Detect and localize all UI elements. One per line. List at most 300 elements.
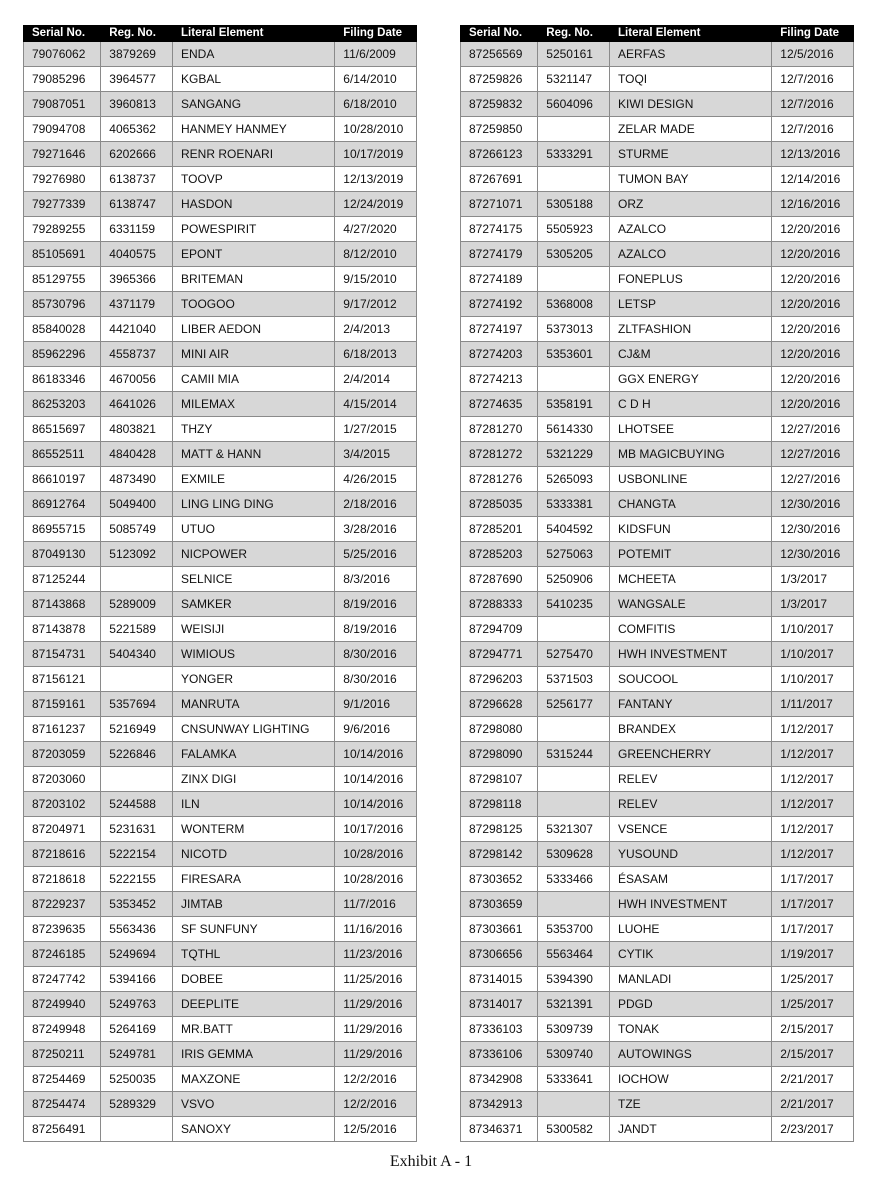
table-row [461, 317, 854, 342]
table-row [24, 117, 417, 142]
filing-date-cell: 12/2/2016 [335, 1092, 417, 1117]
table-row [461, 1017, 854, 1042]
filing-date-cell: 8/30/2016 [335, 642, 417, 667]
table-row [24, 92, 417, 117]
table-row [24, 717, 417, 742]
serial-cell: 87274192 [461, 292, 538, 317]
filing-date-cell: 12/20/2016 [772, 217, 854, 242]
table-row [461, 417, 854, 442]
table-row [24, 492, 417, 517]
table-row [461, 442, 854, 467]
filing-date-cell: 2/18/2016 [335, 492, 417, 517]
reg-number-cell: 5309740 [538, 1042, 610, 1067]
literal-element-cell: DOBEE [173, 967, 335, 992]
filing-date-cell: 1/3/2017 [772, 592, 854, 617]
table-row [24, 367, 417, 392]
literal-element-cell: ILN [173, 792, 335, 817]
reg-number-cell: 5123092 [101, 542, 173, 567]
serial-cell: 87298080 [461, 717, 538, 742]
filing-date-cell: 1/25/2017 [772, 967, 854, 992]
table-row [461, 1067, 854, 1092]
filing-date-cell: 12/20/2016 [772, 267, 854, 292]
table-row [24, 617, 417, 642]
serial-cell: 87154731 [24, 642, 101, 667]
literal-element-cell: POTEMIT [610, 542, 772, 567]
filing-date-cell: 4/26/2015 [335, 467, 417, 492]
serial-cell: 87274213 [461, 367, 538, 392]
literal-element-cell: THZY [173, 417, 335, 442]
serial-cell: 87246185 [24, 942, 101, 967]
filing-date-cell: 12/27/2016 [772, 417, 854, 442]
table-row [24, 867, 417, 892]
serial-cell: 79085296 [24, 67, 101, 92]
table-row [24, 1117, 417, 1142]
serial-cell: 87143868 [24, 592, 101, 617]
filing-date-cell: 12/13/2016 [772, 142, 854, 167]
literal-element-cell: IRIS GEMMA [173, 1042, 335, 1067]
serial-cell: 87298090 [461, 742, 538, 767]
table-row [24, 167, 417, 192]
literal-element-cell: MINI AIR [173, 342, 335, 367]
reg-number-cell: 5289009 [101, 592, 173, 617]
literal-element-cell: MR.BATT [173, 1017, 335, 1042]
reg-number-cell: 5249781 [101, 1042, 173, 1067]
serial-cell: 79094708 [24, 117, 101, 142]
filing-date-cell: 11/29/2016 [335, 1017, 417, 1042]
reg-number-cell: 5085749 [101, 517, 173, 542]
reg-number-cell [538, 367, 610, 392]
table-row [24, 892, 417, 917]
literal-element-cell: MANRUTA [173, 692, 335, 717]
serial-cell: 86183346 [24, 367, 101, 392]
filing-date-cell: 8/19/2016 [335, 592, 417, 617]
reg-number-cell: 6138737 [101, 167, 173, 192]
reg-number-cell: 5505923 [538, 217, 610, 242]
literal-element-cell: TOOGOO [173, 292, 335, 317]
table-row [461, 742, 854, 767]
serial-cell: 87287690 [461, 567, 538, 592]
literal-element-cell: KIWI DESIGN [610, 92, 772, 117]
serial-cell: 87274635 [461, 392, 538, 417]
literal-element-cell: BRITEMAN [173, 267, 335, 292]
right-registration-table [460, 25, 854, 1142]
reg-number-cell: 5231631 [101, 817, 173, 842]
reg-number-cell [538, 717, 610, 742]
serial-cell: 87125244 [24, 567, 101, 592]
serial-cell: 87159161 [24, 692, 101, 717]
literal-element-cell: RELEV [610, 792, 772, 817]
filing-date-cell: 2/21/2017 [772, 1067, 854, 1092]
table-row [461, 367, 854, 392]
literal-element-cell: AUTOWINGS [610, 1042, 772, 1067]
table-row [461, 117, 854, 142]
literal-element-cell: TOQI [610, 67, 772, 92]
literal-element-cell: VSVO [173, 1092, 335, 1117]
column-header-reg: Reg. No. [101, 26, 173, 42]
serial-cell: 86912764 [24, 492, 101, 517]
filing-date-cell: 10/17/2019 [335, 142, 417, 167]
literal-element-cell: NICOTD [173, 842, 335, 867]
table-row [24, 792, 417, 817]
reg-number-cell: 4371179 [101, 292, 173, 317]
reg-number-cell: 5305205 [538, 242, 610, 267]
serial-cell: 79277339 [24, 192, 101, 217]
table-row [461, 492, 854, 517]
serial-cell: 85962296 [24, 342, 101, 367]
reg-number-cell: 5049400 [101, 492, 173, 517]
filing-date-cell: 12/30/2016 [772, 542, 854, 567]
reg-number-cell: 5321147 [538, 67, 610, 92]
table-row [24, 692, 417, 717]
filing-date-cell: 12/5/2016 [335, 1117, 417, 1142]
literal-element-cell: MB MAGICBUYING [610, 442, 772, 467]
reg-number-cell [101, 567, 173, 592]
filing-date-cell: 12/13/2019 [335, 167, 417, 192]
table-row [461, 517, 854, 542]
serial-cell: 87247742 [24, 967, 101, 992]
serial-cell: 87259832 [461, 92, 538, 117]
table-header-row [461, 26, 854, 42]
filing-date-cell: 1/10/2017 [772, 642, 854, 667]
filing-date-cell: 9/17/2012 [335, 292, 417, 317]
filing-date-cell: 11/6/2009 [335, 42, 417, 67]
table-row [461, 567, 854, 592]
serial-cell: 87281270 [461, 417, 538, 442]
filing-date-cell: 10/28/2016 [335, 842, 417, 867]
reg-number-cell: 5226846 [101, 742, 173, 767]
filing-date-cell: 6/14/2010 [335, 67, 417, 92]
filing-date-cell: 12/27/2016 [772, 442, 854, 467]
column-header-reg: Reg. No. [538, 26, 610, 42]
serial-cell: 87249940 [24, 992, 101, 1017]
filing-date-cell: 1/25/2017 [772, 992, 854, 1017]
serial-cell: 79289255 [24, 217, 101, 242]
filing-date-cell: 6/18/2013 [335, 342, 417, 367]
filing-date-cell: 12/7/2016 [772, 67, 854, 92]
filing-date-cell: 4/15/2014 [335, 392, 417, 417]
reg-number-cell: 5604096 [538, 92, 610, 117]
literal-element-cell: STURME [610, 142, 772, 167]
reg-number-cell: 5275470 [538, 642, 610, 667]
table-row [24, 542, 417, 567]
table-row [461, 892, 854, 917]
literal-element-cell: MCHEETA [610, 567, 772, 592]
reg-number-cell: 5368008 [538, 292, 610, 317]
filing-date-cell: 12/5/2016 [772, 42, 854, 67]
reg-number-cell: 5305188 [538, 192, 610, 217]
reg-number-cell: 5333381 [538, 492, 610, 517]
table-row [24, 342, 417, 367]
filing-date-cell: 12/16/2016 [772, 192, 854, 217]
serial-cell: 87294709 [461, 617, 538, 642]
reg-number-cell: 5563464 [538, 942, 610, 967]
serial-cell: 87250211 [24, 1042, 101, 1067]
literal-element-cell: SOUCOOL [610, 667, 772, 692]
literal-element-cell: ÉSASAM [610, 867, 772, 892]
serial-cell: 87239635 [24, 917, 101, 942]
serial-cell: 87204971 [24, 817, 101, 842]
literal-element-cell: IOCHOW [610, 1067, 772, 1092]
table-row [24, 67, 417, 92]
literal-element-cell: MAXZONE [173, 1067, 335, 1092]
serial-cell: 87254474 [24, 1092, 101, 1117]
literal-element-cell: CHANGTA [610, 492, 772, 517]
filing-date-cell: 12/20/2016 [772, 292, 854, 317]
literal-element-cell: FIRESARA [173, 867, 335, 892]
table-row [461, 592, 854, 617]
reg-number-cell: 5357694 [101, 692, 173, 717]
reg-number-cell [101, 1117, 173, 1142]
filing-date-cell: 6/18/2010 [335, 92, 417, 117]
serial-cell: 86955715 [24, 517, 101, 542]
reg-number-cell [538, 767, 610, 792]
table-row [24, 42, 417, 67]
filing-date-cell: 2/15/2017 [772, 1017, 854, 1042]
serial-cell: 87298107 [461, 767, 538, 792]
filing-date-cell: 12/30/2016 [772, 492, 854, 517]
table-row [24, 467, 417, 492]
literal-element-cell: ORZ [610, 192, 772, 217]
table-row [24, 1017, 417, 1042]
literal-element-cell: HANMEY HANMEY [173, 117, 335, 142]
reg-number-cell [538, 167, 610, 192]
serial-cell: 87306656 [461, 942, 538, 967]
serial-cell: 87256569 [461, 42, 538, 67]
table-row [24, 267, 417, 292]
table-row [24, 742, 417, 767]
table-row [461, 942, 854, 967]
reg-number-cell: 3965366 [101, 267, 173, 292]
filing-date-cell: 12/20/2016 [772, 242, 854, 267]
table-row [461, 92, 854, 117]
reg-number-cell: 5410235 [538, 592, 610, 617]
filing-date-cell: 12/20/2016 [772, 367, 854, 392]
serial-cell: 87294771 [461, 642, 538, 667]
table-row [461, 292, 854, 317]
filing-date-cell: 8/12/2010 [335, 242, 417, 267]
filing-date-cell: 10/14/2016 [335, 742, 417, 767]
serial-cell: 87314015 [461, 967, 538, 992]
table-row [461, 167, 854, 192]
serial-cell: 87266123 [461, 142, 538, 167]
filing-date-cell: 12/7/2016 [772, 117, 854, 142]
filing-date-cell: 2/4/2013 [335, 317, 417, 342]
table-row [461, 217, 854, 242]
literal-element-cell: CAMII MIA [173, 367, 335, 392]
serial-cell: 87274179 [461, 242, 538, 267]
table-row [461, 67, 854, 92]
table-row [461, 692, 854, 717]
literal-element-cell: FANTANY [610, 692, 772, 717]
reg-number-cell: 5244588 [101, 792, 173, 817]
reg-number-cell: 5249694 [101, 942, 173, 967]
literal-element-cell: TOOVP [173, 167, 335, 192]
table-row [24, 1092, 417, 1117]
filing-date-cell: 1/12/2017 [772, 717, 854, 742]
reg-number-cell: 4641026 [101, 392, 173, 417]
reg-number-cell: 5321391 [538, 992, 610, 1017]
reg-number-cell: 6331159 [101, 217, 173, 242]
table-row [461, 342, 854, 367]
table-row [461, 617, 854, 642]
serial-cell: 87049130 [24, 542, 101, 567]
reg-number-cell: 5275063 [538, 542, 610, 567]
serial-cell: 87143878 [24, 617, 101, 642]
filing-date-cell: 1/10/2017 [772, 667, 854, 692]
table-row [24, 667, 417, 692]
reg-number-cell: 4840428 [101, 442, 173, 467]
reg-number-cell: 5315244 [538, 742, 610, 767]
serial-cell: 87218618 [24, 867, 101, 892]
literal-element-cell: ZLTFASHION [610, 317, 772, 342]
literal-element-cell: COMFITIS [610, 617, 772, 642]
literal-element-cell: TUMON BAY [610, 167, 772, 192]
reg-number-cell: 5289329 [101, 1092, 173, 1117]
table-row [24, 992, 417, 1017]
serial-cell: 87342913 [461, 1092, 538, 1117]
literal-element-cell: ZELAR MADE [610, 117, 772, 142]
table-row [461, 817, 854, 842]
reg-number-cell: 5250035 [101, 1067, 173, 1092]
literal-element-cell: TONAK [610, 1017, 772, 1042]
literal-element-cell: FONEPLUS [610, 267, 772, 292]
serial-cell: 87303661 [461, 917, 538, 942]
filing-date-cell: 12/14/2016 [772, 167, 854, 192]
serial-cell: 86515697 [24, 417, 101, 442]
filing-date-cell: 11/23/2016 [335, 942, 417, 967]
filing-date-cell: 3/28/2016 [335, 517, 417, 542]
table-row [24, 592, 417, 617]
table-row [461, 267, 854, 292]
serial-cell: 87336106 [461, 1042, 538, 1067]
literal-element-cell: LHOTSEE [610, 417, 772, 442]
table-row [461, 1092, 854, 1117]
serial-cell: 87274189 [461, 267, 538, 292]
table-row [461, 867, 854, 892]
filing-date-cell: 12/20/2016 [772, 317, 854, 342]
literal-element-cell: AZALCO [610, 242, 772, 267]
serial-cell: 87259826 [461, 67, 538, 92]
serial-cell: 87218616 [24, 842, 101, 867]
literal-element-cell: POWESPIRIT [173, 217, 335, 242]
literal-element-cell: MANLADI [610, 967, 772, 992]
reg-number-cell: 5309739 [538, 1017, 610, 1042]
column-header-date: Filing Date [772, 26, 854, 42]
filing-date-cell: 12/7/2016 [772, 92, 854, 117]
literal-element-cell: SANOXY [173, 1117, 335, 1142]
filing-date-cell: 1/12/2017 [772, 842, 854, 867]
literal-element-cell: JIMTAB [173, 892, 335, 917]
table-row [24, 517, 417, 542]
serial-cell: 87161237 [24, 717, 101, 742]
reg-number-cell: 5353601 [538, 342, 610, 367]
reg-number-cell: 5264169 [101, 1017, 173, 1042]
table-row [24, 242, 417, 267]
table-row [24, 192, 417, 217]
table-row [24, 442, 417, 467]
filing-date-cell: 1/12/2017 [772, 767, 854, 792]
serial-cell: 87346371 [461, 1117, 538, 1142]
reg-number-cell: 5404340 [101, 642, 173, 667]
filing-date-cell: 1/17/2017 [772, 867, 854, 892]
serial-cell: 87274203 [461, 342, 538, 367]
filing-date-cell: 1/12/2017 [772, 817, 854, 842]
reg-number-cell: 5333641 [538, 1067, 610, 1092]
filing-date-cell: 1/12/2017 [772, 792, 854, 817]
filing-date-cell: 12/24/2019 [335, 192, 417, 217]
filing-date-cell: 2/4/2014 [335, 367, 417, 392]
filing-date-cell: 9/15/2010 [335, 267, 417, 292]
filing-date-cell: 2/21/2017 [772, 1092, 854, 1117]
left-registration-table [23, 25, 417, 1142]
literal-element-cell: HWH INVESTMENT [610, 642, 772, 667]
literal-element-cell: FALAMKA [173, 742, 335, 767]
reg-number-cell: 5333291 [538, 142, 610, 167]
reg-number-cell [538, 617, 610, 642]
table-row [461, 242, 854, 267]
filing-date-cell: 10/17/2016 [335, 817, 417, 842]
literal-element-cell: LETSP [610, 292, 772, 317]
reg-number-cell: 4421040 [101, 317, 173, 342]
table-row [24, 292, 417, 317]
table-row [461, 667, 854, 692]
reg-number-cell [538, 267, 610, 292]
literal-element-cell: HASDON [173, 192, 335, 217]
table-row [24, 967, 417, 992]
serial-cell: 85129755 [24, 267, 101, 292]
literal-element-cell: RENR ROENARI [173, 142, 335, 167]
literal-element-cell: AZALCO [610, 217, 772, 242]
table-row [461, 967, 854, 992]
literal-element-cell: CYTIK [610, 942, 772, 967]
column-header-date: Filing Date [335, 26, 417, 42]
table-row [24, 917, 417, 942]
filing-date-cell: 11/7/2016 [335, 892, 417, 917]
column-header-serial: Serial No. [24, 26, 101, 42]
filing-date-cell: 10/28/2010 [335, 117, 417, 142]
reg-number-cell: 5222155 [101, 867, 173, 892]
filing-date-cell: 1/3/2017 [772, 567, 854, 592]
filing-date-cell: 12/20/2016 [772, 392, 854, 417]
serial-cell: 87296628 [461, 692, 538, 717]
table-row [24, 1067, 417, 1092]
serial-cell: 85105691 [24, 242, 101, 267]
serial-cell: 87336103 [461, 1017, 538, 1042]
literal-element-cell: VSENCE [610, 817, 772, 842]
serial-cell: 87298142 [461, 842, 538, 867]
filing-date-cell: 1/12/2017 [772, 742, 854, 767]
reg-number-cell: 4040575 [101, 242, 173, 267]
serial-cell: 87285201 [461, 517, 538, 542]
table-row [461, 192, 854, 217]
literal-element-cell: USBONLINE [610, 467, 772, 492]
literal-element-cell: EPONT [173, 242, 335, 267]
serial-cell: 87285035 [461, 492, 538, 517]
reg-number-cell: 5353700 [538, 917, 610, 942]
serial-cell: 87314017 [461, 992, 538, 1017]
filing-date-cell: 3/4/2015 [335, 442, 417, 467]
reg-number-cell: 5221589 [101, 617, 173, 642]
reg-number-cell: 5321307 [538, 817, 610, 842]
reg-number-cell [538, 117, 610, 142]
reg-number-cell: 5394166 [101, 967, 173, 992]
serial-cell: 86610197 [24, 467, 101, 492]
serial-cell: 87281272 [461, 442, 538, 467]
reg-number-cell: 4670056 [101, 367, 173, 392]
table-row [24, 1042, 417, 1067]
serial-cell: 87156121 [24, 667, 101, 692]
column-header-literal: Literal Element [610, 26, 772, 42]
